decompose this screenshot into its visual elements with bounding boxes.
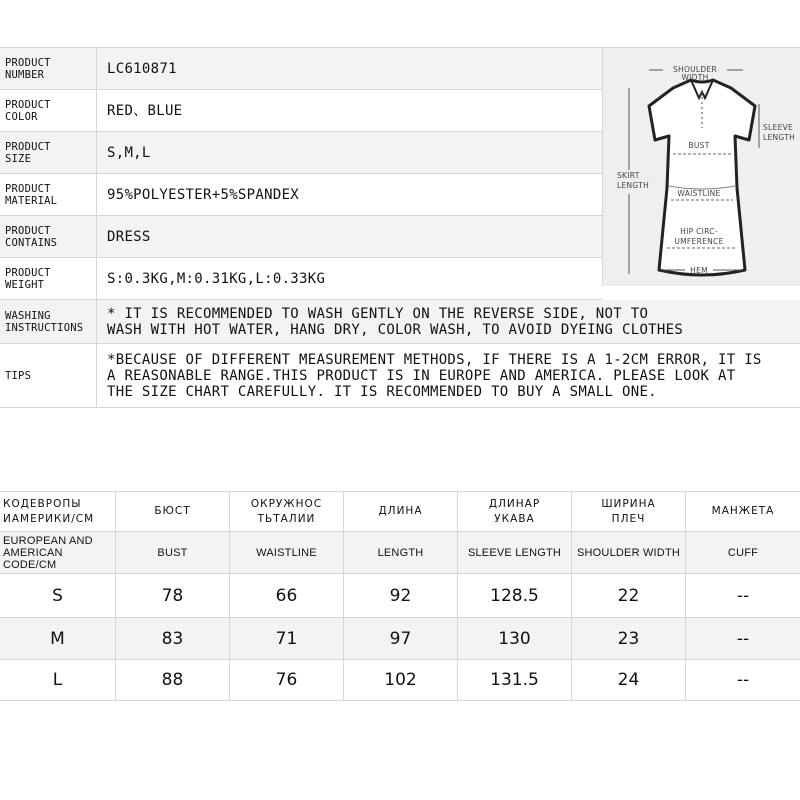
header-en-waist: WAISTLINE [230, 532, 344, 573]
header-ru-shoulder [572, 492, 686, 531]
label-product-color [0, 90, 97, 131]
label-line: PRODUCT [5, 98, 51, 111]
header-en-code [0, 532, 116, 573]
cuff-cell: -- [736, 670, 750, 690]
shoulder-cell: 24 [572, 660, 686, 700]
header-line: ПЛЕЧ [611, 512, 646, 525]
row-washing-instructions [0, 300, 800, 344]
row-product-size [0, 132, 602, 174]
size-cell: L [0, 660, 116, 700]
length-cell: 92 [344, 574, 458, 617]
label-product-size [0, 132, 97, 173]
hip-label: HIP CIRC- [680, 227, 718, 236]
value-product-contains: DRESS [107, 228, 151, 245]
label-line: WEIGHT [5, 278, 45, 291]
header-ru-sleeve [458, 492, 572, 531]
value-product-weight: S:0.3KG,M:0.31KG,L:0.33KG [107, 270, 326, 287]
row-product-contains [0, 216, 602, 258]
header-line: ШИРИНА [601, 497, 656, 510]
header-line: ТЬТАЛИИ [257, 512, 316, 525]
label-washing-instructions [0, 300, 97, 343]
value-washing-instructions: * IT IS RECOMMENDED TO WASH GENTLY ON THE REVERSE SIDE, NOT TO WASH WITH HOT WATER, HANG DRY, COLOR WASH, TO AVOID DYEING CLOTHES [107, 305, 684, 338]
table-row [0, 660, 800, 701]
waist-cell: 66 [230, 574, 344, 617]
value-product-number: LC610871 [107, 60, 177, 77]
header-en-length: LENGTH [344, 532, 458, 573]
label-line: PRODUCT [5, 140, 51, 153]
row-product-color [0, 90, 602, 132]
table-row [0, 574, 800, 618]
label-product-contains [0, 216, 97, 257]
size-header-en [0, 532, 800, 574]
row-product-material [0, 174, 602, 216]
header-line: ДЛИНАР [488, 497, 541, 510]
sleeve-cell: 131.5 [458, 660, 572, 700]
header-en-bust: BUST [116, 532, 230, 573]
length-cell: 102 [344, 660, 458, 700]
size-header-ru [0, 492, 800, 532]
waist-cell: 71 [230, 618, 344, 659]
shoulder-width-label-2: WIDTH [681, 73, 709, 82]
shoulder-width-label: SHOULDER [672, 65, 718, 74]
value-product-size: S,M,L [107, 144, 151, 161]
label-line: NUMBER [5, 68, 45, 81]
dress-illustration [603, 48, 800, 286]
row-product-weight [0, 258, 602, 300]
label-line: COLOR [5, 110, 38, 123]
label-line: PRODUCT [5, 266, 51, 279]
skirt-length-label-2: LENGTH [617, 181, 650, 190]
sleeve-cell: 128.5 [458, 574, 572, 617]
label-line: PRODUCT [5, 224, 51, 237]
value-tips: *BECAUSE OF DIFFERENT MEASUREMENT METHODS, IF THERE IS A 1-2CM ERROR, IT IS A REASONABLE RANGE.THIS PRODUCT IS IN EUROPE AND AMERICA. PLEASE LOOK AT THE SIZE CHART CAREFULLY. IT IS RECOMMENDED TO BUY A SMALL ONE. [107, 351, 762, 400]
label-product-number [0, 48, 97, 89]
header-ru-cuff [686, 492, 800, 531]
bust-label: BUST [688, 141, 710, 150]
sleeve-length-label: SLEEVE [763, 123, 794, 132]
label-line: WASHING [5, 309, 51, 322]
header-line: AMERICAN CODE/CM [3, 546, 63, 571]
header-ru-bust [116, 492, 230, 531]
label-line: PRODUCT [5, 56, 51, 69]
sleeve-length-label-2: LENGTH [763, 133, 796, 142]
header-line: ИАМЕРИКИ/CM [3, 512, 95, 525]
label-line: INSTRUCTIONS [5, 321, 84, 334]
shoulder-cell: 22 [572, 574, 686, 617]
label-line: TIPS [5, 369, 32, 382]
row-tips [0, 344, 800, 408]
header-ru-waist [230, 492, 344, 531]
shoulder-cell: 23 [572, 618, 686, 659]
header-line: БЮСТ [154, 505, 191, 517]
cuff-cell: -- [736, 628, 750, 649]
waist-cell: 76 [230, 660, 344, 700]
header-line: ДЛИНА [378, 505, 423, 517]
length-cell: 97 [344, 618, 458, 659]
header-line: ОКРУЖНОС [250, 497, 323, 510]
label-line: PRODUCT [5, 182, 51, 195]
value-product-color: RED、BLUE [107, 102, 183, 119]
label-line: SIZE [5, 152, 32, 165]
header-ru-length [344, 492, 458, 531]
label-line: CONTAINS [5, 236, 58, 249]
header-line: КОДЕВРОПЫ [3, 497, 82, 510]
header-line: УКАВА [494, 512, 535, 525]
bust-cell: 88 [116, 660, 230, 700]
label-line: MATERIAL [5, 194, 58, 207]
table-row [0, 618, 800, 660]
hem-label: HEM [690, 266, 708, 275]
size-cell: M [0, 618, 116, 659]
row-product-number [0, 48, 602, 90]
label-product-weight [0, 258, 97, 299]
waistline-label: WAISTLINE [677, 189, 721, 198]
hip-label-2: UMFERENCE [674, 237, 724, 246]
cuff-cell: -- [736, 585, 750, 606]
sleeve-cell: 130 [458, 618, 572, 659]
header-line: EUROPEAN AND [3, 534, 93, 547]
header-en-sleeve: SLEEVE LENGTH [458, 532, 572, 573]
measurement-diagram [602, 48, 800, 286]
value-product-material: 95%POLYESTER+5%SPANDEX [107, 186, 300, 203]
label-product-material [0, 174, 97, 215]
bust-cell: 83 [116, 618, 230, 659]
header-en-cuff: CUFF [727, 546, 759, 559]
label-tips [0, 344, 97, 407]
size-cell: S [0, 574, 116, 617]
header-line: МАНЖЕТА [711, 505, 775, 517]
header-ru-code [0, 492, 116, 531]
skirt-length-label: SKIRT [617, 171, 640, 180]
bust-cell: 78 [116, 574, 230, 617]
header-en-shoulder: SHOULDER WIDTH [572, 532, 686, 573]
